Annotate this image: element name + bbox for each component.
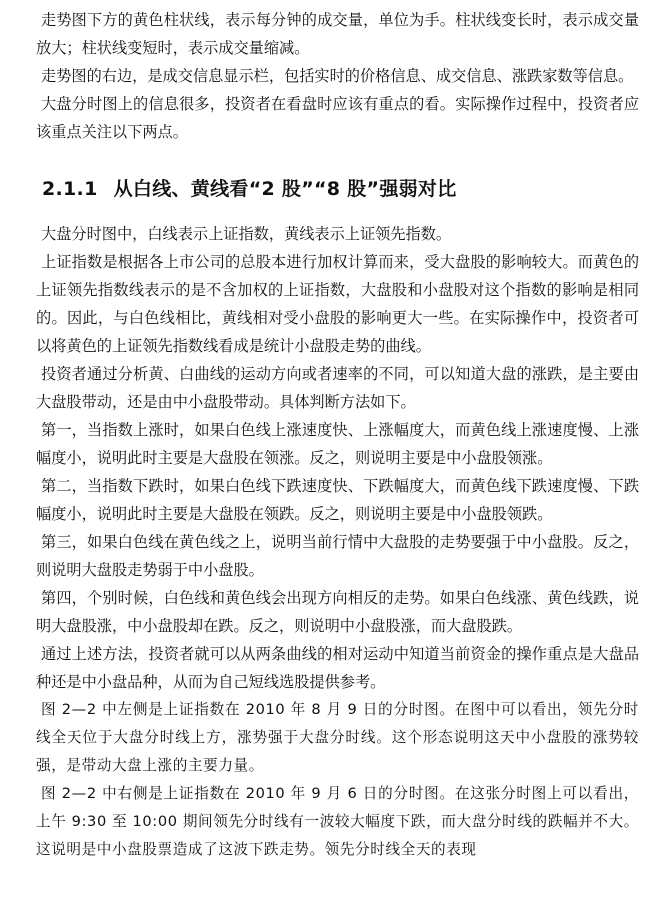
paragraph-rule-one: 第一，当指数上涨时，如果白色线上涨速度快、上涨幅度大，而黄色线上涨速度慢、上涨幅度小，说明此时主要是大盘股在领涨。反之，则说明主要是中小盘股领涨。 bbox=[36, 421, 639, 467]
paragraph-focus-points: 大盘分时图上的信息很多，投资者在看盘时应该有重点的看。实际操作过程中，投资者应该重点关注以下两点。 bbox=[36, 95, 639, 141]
paragraph-index-weighting: 上证指数是根据各上市公司的总股本进行加权计算而来，受大盘股的影响较大。而黄色的上证领先指数线表示的是不含加权的上证指数，大盘股和小盘股对这个指数的影响是相同的。因此，与白色线相比，黄线相对受小盘股的影响更大一些。在实际操作中，投资者可以将黄色的上证领先指数线看成是统计小盘股走势的曲线。 bbox=[36, 253, 639, 355]
paragraph-figure-right: 图 2—2 中右侧是上证指数在 2010 年 9 月 6 日的分时图。在这张分时图上可以看出，上午 9:30 至 10:00 期间领先分时线有一波较大幅度下跌，而大盘分时线的跌幅并不大。这说明是中小盘股票造成了这波下跌走势。领先分时线全天的表现 bbox=[36, 785, 639, 858]
section-number: 2.1.1 bbox=[42, 178, 98, 200]
paragraph-rule-two: 第二，当指数下跌时，如果白色线下跌速度快、下跌幅度大，而黄色线下跌速度慢、下跌幅度小，说明此时主要是大盘股在领跌。反之，则说明主要是中小盘股领跌。 bbox=[36, 477, 639, 523]
paragraph-volume-bars: 走势图下方的黄色柱状线，表示每分钟的成交量，单位为手。柱状线变长时，表示成交量放大；柱状线变短时，表示成交量缩减。 bbox=[36, 11, 639, 57]
paragraph-rule-four: 第四，个别时候，白色线和黄色线会出现方向相反的走势。如果白色线涨、黄色线跌，说明大盘股涨，中小盘股却在跌。反之，则说明中小盘股涨，而大盘股跌。 bbox=[36, 589, 639, 635]
paragraph-analysis-method: 投资者通过分析黄、白曲线的运动方向或者速率的不同，可以知道大盘的涨跌，是主要由大盘股带动，还是由中小盘股带动。具体判断方法如下。 bbox=[36, 365, 639, 411]
section-title: 从白线、黄线看“2 股”“8 股”强弱对比 bbox=[113, 178, 457, 200]
paragraph-rule-three: 第三，如果白色线在黄色线之上，说明当前行情中大盘股的走势要强于中小盘股。反之，则说明大盘股走势弱于中小盘股。 bbox=[36, 533, 639, 579]
paragraph-figure-left: 图 2—2 中左侧是上证指数在 2010 年 8 月 9 日的分时图。在图中可以看出，领先分时线全天位于大盘分时线上方，涨势强于大盘分时线。这个形态说明这天中小盘股的涨势较强，是带动大盘上涨的主要力量。 bbox=[36, 701, 639, 774]
paragraph-info-panel: 走势图的右边，是成交信息显示栏，包括实时的价格信息、成交信息、涨跌家数等信息。 bbox=[41, 67, 634, 85]
section-heading bbox=[42, 174, 639, 204]
paragraph-conclusion: 通过上述方法，投资者就可以从两条曲线的相对运动中知道当前资金的操作重点是大盘品种还是中小盘品种，从而为自己短线选股提供参考。 bbox=[36, 645, 639, 691]
paragraph-white-yellow-lines: 大盘分时图中，白线表示上证指数，黄线表示上证领先指数。 bbox=[41, 225, 452, 243]
